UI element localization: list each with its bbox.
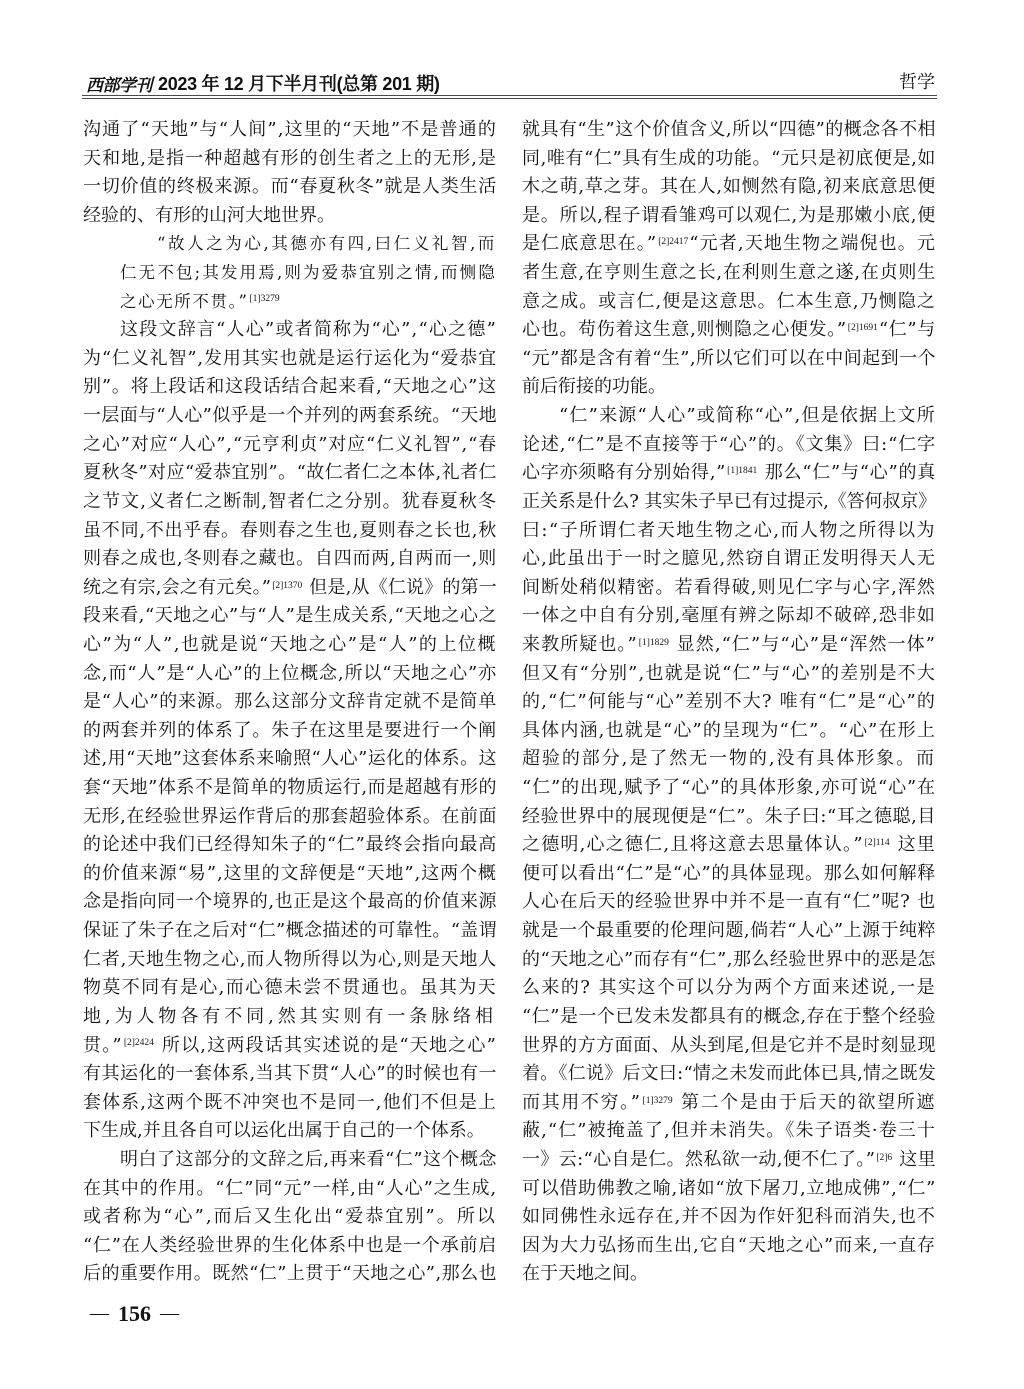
line-content xyxy=(83,803,497,832)
line-content xyxy=(83,488,497,517)
text-line xyxy=(522,888,936,917)
text-line xyxy=(83,946,497,975)
text-line xyxy=(522,831,936,860)
text-line xyxy=(522,1060,936,1089)
body-paragraph xyxy=(522,402,936,1289)
text-line xyxy=(83,974,497,1003)
text-line xyxy=(83,1003,497,1032)
journal-masthead: 西部学刊 xyxy=(86,76,152,96)
body-paragraph xyxy=(83,116,497,230)
line-content xyxy=(83,888,497,917)
text-line xyxy=(559,402,936,431)
block-quote xyxy=(83,230,497,316)
line-content xyxy=(83,745,497,774)
line-content xyxy=(83,1260,497,1289)
line-content xyxy=(83,1203,497,1232)
text-line xyxy=(522,860,936,889)
body-paragraph xyxy=(522,116,936,402)
line-text: 就具有“生”这个价值含义,所以“四德”的概念各不相 xyxy=(522,119,936,140)
text-line xyxy=(522,717,936,746)
line-text: 仁者,天地生物之心,而人物所得以为心,则是天地人 xyxy=(83,948,497,970)
line-text: 蔽,“仁”被掩盖了,但并未消失。《朱子语类·卷三十 xyxy=(522,1120,936,1142)
text-line xyxy=(522,173,936,202)
line-text: 木之萌,草之芽。其在人,如恻然有隐,初来底意思便 xyxy=(522,176,936,198)
line-content xyxy=(83,688,497,717)
line-text: 这里 xyxy=(890,834,936,856)
line-text: 便可以看出“仁”是“心”的具体显现。那么如何解释 xyxy=(522,862,936,884)
line-text: 念是指向同一个境界的,也正是这个最高的价值来源 xyxy=(83,891,497,913)
line-text: 地,为人物各有不同,然其实则有一条脉络相 xyxy=(83,1005,497,1027)
line-content xyxy=(83,1003,497,1032)
line-content xyxy=(120,1146,497,1175)
text-line xyxy=(83,602,497,631)
line-content xyxy=(83,517,497,546)
line-text: 么来的? 其实这个可以分为两个方面来述说,一是 xyxy=(522,977,936,999)
line-content xyxy=(522,745,936,774)
citation-superscript: [2]114 xyxy=(864,838,890,849)
text-line xyxy=(120,288,497,317)
line-text: 段来看,“天地之心”与“人”是生成关系,“天地之心之 xyxy=(83,605,497,627)
line-content xyxy=(522,1117,936,1146)
text-line xyxy=(83,917,497,946)
line-text: 统之有宗,会之有元矣。” xyxy=(83,576,272,598)
line-text: 物莫不同有是心,而心德未尝不贯通也。虽其为天 xyxy=(83,977,497,999)
line-content xyxy=(83,974,497,1003)
line-text: 人心在后天的经验世界中并不是一直有“仁”呢? 也 xyxy=(522,891,936,913)
line-content xyxy=(522,459,936,488)
line-content xyxy=(83,574,497,603)
text-line xyxy=(83,116,497,145)
text-line xyxy=(522,459,936,488)
line-text: 套体系,这两个既不冲突也不是同一,他们不但是上 xyxy=(83,1091,497,1113)
line-text: 则春之成也,冬则春之藏也。自四而两,自两而一,则 xyxy=(83,548,497,570)
text-line xyxy=(83,631,497,660)
line-content xyxy=(522,860,936,889)
line-text: 这里 xyxy=(893,1148,936,1170)
left-column xyxy=(83,116,497,1289)
line-text: 那么“仁”与“心”的真 xyxy=(758,462,936,484)
line-content xyxy=(83,345,497,374)
line-text: 世界的方方面面、从头到尾,但是它并不是时刻显现 xyxy=(522,1034,936,1056)
line-text: 显然,“仁”与“心”是“浑然一体” xyxy=(669,633,936,655)
line-text: 但是,从《仁说》的第一 xyxy=(303,576,497,598)
text-line xyxy=(522,946,936,975)
section-label: 哲学 xyxy=(899,72,935,93)
line-content xyxy=(522,431,936,460)
line-content xyxy=(83,545,497,574)
line-content xyxy=(522,1060,936,1089)
line-text: 一切价值的终极来源。而“春夏秋冬”就是人类生活 xyxy=(83,176,497,198)
line-content xyxy=(522,1146,936,1175)
text-line xyxy=(83,1232,497,1261)
line-content xyxy=(522,574,936,603)
text-line xyxy=(522,316,936,345)
line-text: 别”。将上段话和这段话结合起来看,“天地之心”这 xyxy=(83,376,497,398)
text-line xyxy=(83,688,497,717)
line-text: 之德明,心之德仁,且将这意去思量体认。” xyxy=(522,834,864,856)
line-content xyxy=(83,1060,497,1089)
line-text: 曰:“子所谓仁者天地生物之心,而人物之所得以为 xyxy=(522,519,936,541)
line-content xyxy=(522,288,936,317)
line-content xyxy=(83,860,497,889)
text-line xyxy=(83,402,497,431)
text-line xyxy=(522,803,936,832)
folio-dash-right: — xyxy=(160,1303,179,1324)
text-line xyxy=(83,202,497,231)
citation-superscript: [1]3279 xyxy=(249,294,280,305)
line-content xyxy=(522,974,936,1003)
line-content xyxy=(83,402,497,431)
line-content xyxy=(522,316,936,345)
text-line xyxy=(522,574,936,603)
text-line xyxy=(83,717,497,746)
line-content xyxy=(83,202,335,231)
line-text: 贯。” xyxy=(83,1034,123,1056)
citation-superscript: [2]1370 xyxy=(272,580,303,591)
line-content xyxy=(120,316,497,345)
page-number-folio xyxy=(90,1300,179,1328)
line-content xyxy=(83,1089,497,1118)
line-content xyxy=(522,831,936,860)
line-content xyxy=(522,717,936,746)
line-content xyxy=(522,1175,936,1204)
text-line xyxy=(83,1175,497,1204)
line-content xyxy=(522,888,936,917)
line-text: “仁”来源“人心”或简称“心”,但是依据上文所 xyxy=(559,405,936,427)
line-content xyxy=(120,259,497,288)
line-text: 夏秋冬”对应“爱恭宜别”。“故仁者仁之本体,礼者仁 xyxy=(83,462,497,484)
line-text: 在于天地之间。 xyxy=(522,1263,648,1285)
line-content xyxy=(522,1232,936,1261)
line-content xyxy=(522,1089,936,1118)
line-text: 有其运化的一套体系,当其下贯“人心”的时候也有一 xyxy=(83,1063,497,1085)
line-text: 心,此虽出于一时之臆见,然窃自谓正发明得天人无 xyxy=(522,548,936,570)
line-content xyxy=(522,116,936,145)
text-line xyxy=(83,517,497,546)
text-line xyxy=(522,1089,936,1118)
line-content xyxy=(522,1003,936,1032)
line-content xyxy=(522,517,936,546)
line-content xyxy=(157,230,497,259)
text-line xyxy=(83,1203,497,1232)
text-line xyxy=(83,574,497,603)
line-text: 而其用不穷。” xyxy=(522,1091,642,1113)
line-content xyxy=(83,1232,497,1261)
line-text: “仁”是一个已发未发都具有的概念,存在于整个经验 xyxy=(522,1005,936,1027)
line-content xyxy=(522,173,936,202)
text-line xyxy=(522,517,936,546)
line-text: 经验世界中的展现便是“仁”。朱子曰:“耳之德聪,目 xyxy=(522,805,936,827)
text-line xyxy=(83,1060,497,1089)
text-line xyxy=(522,1003,936,1032)
text-line xyxy=(522,660,936,689)
text-line xyxy=(83,1032,497,1061)
line-content xyxy=(83,602,497,631)
page-number: 156 xyxy=(118,1301,151,1326)
text-line xyxy=(522,745,936,774)
line-text: 念,而“人”是“人心”的上位概念,所以“天地之心”亦 xyxy=(83,662,497,684)
line-text: 是“人心”的来源。那么这部分文辞肯定就不是简单 xyxy=(83,691,497,713)
text-line xyxy=(83,1089,497,1118)
text-line xyxy=(522,1117,936,1146)
text-line xyxy=(522,774,936,803)
line-content xyxy=(522,917,936,946)
text-line xyxy=(83,803,497,832)
line-text: 套“天地”体系不是简单的物质运行,而是超越有形的 xyxy=(83,777,497,799)
text-line xyxy=(522,1175,936,1204)
line-text: “元者,天地生物之端倪也。元 xyxy=(689,233,936,255)
line-text: 经验的、有形的山河大地世界。 xyxy=(83,204,335,226)
line-content xyxy=(522,660,936,689)
issue-info: 2023 年 12 月下半月刊(总第 201 期) xyxy=(158,74,440,94)
line-content xyxy=(522,202,936,231)
line-text: 的,“仁”何能与“心”差别不大? 唯有“仁”是“心”的 xyxy=(522,691,936,713)
line-content xyxy=(83,917,497,946)
text-line xyxy=(83,373,497,402)
line-content xyxy=(83,173,497,202)
line-text: “仁”与 xyxy=(878,319,936,341)
text-line xyxy=(120,1146,497,1175)
line-text: 下生成,并且各自可以运化出属于自己的一个体系。 xyxy=(83,1120,485,1142)
line-content xyxy=(83,631,497,660)
text-line xyxy=(522,1032,936,1061)
line-text: 论述,“仁”是不直接等于“心”的。《文集》曰:“仁字 xyxy=(522,433,936,455)
line-content xyxy=(522,602,936,631)
line-text: 间断处稍似精密。若看得破,则见仁字与心字,浑然 xyxy=(522,576,936,598)
running-header xyxy=(84,70,937,96)
text-line xyxy=(522,230,936,259)
line-text: 的“天地之心”而存有“仁”,那么经验世界中的恶是怎 xyxy=(522,948,936,970)
text-line xyxy=(120,259,497,288)
text-line xyxy=(83,774,497,803)
line-content xyxy=(522,774,936,803)
line-text: 意之成。或言仁,便是这意思。仁本生意,乃恻隐之 xyxy=(522,290,936,312)
text-line xyxy=(522,688,936,717)
folio-dash-left: — xyxy=(90,1303,109,1324)
text-line xyxy=(522,116,936,145)
line-content xyxy=(120,288,281,317)
text-line xyxy=(83,888,497,917)
line-text: “仁”在人类经验世界的生化体系中也是一个承前启 xyxy=(83,1234,497,1256)
line-text: 超验的部分,是了然无一物的,没有具体形象。而 xyxy=(522,748,936,770)
line-text: 之心”对应“人心”,“元亨利贞”对应“仁义礼智”,“春 xyxy=(83,433,497,455)
text-line xyxy=(157,230,497,259)
text-line xyxy=(522,1146,936,1175)
text-line xyxy=(83,831,497,860)
line-content xyxy=(522,230,936,259)
line-content xyxy=(83,660,497,689)
line-text: 天和地,是指一种超越有形的创生者之上的无形,是 xyxy=(83,147,497,169)
line-content xyxy=(83,459,497,488)
line-content xyxy=(522,631,936,660)
citation-superscript: [1]3279 xyxy=(642,1095,673,1106)
line-text: 心字亦须略有分别始得,” xyxy=(522,462,727,484)
line-text: 同,唯有“仁”具有生成的功能。“元只是初底便是,如 xyxy=(522,147,936,169)
text-line xyxy=(522,259,936,288)
line-content xyxy=(83,1032,497,1061)
line-text: 心”为“人”,也就是说“天地之心”是“人”的上位概 xyxy=(83,633,497,655)
line-text: “仁”的出现,赋予了“心”的具体形象,亦可说“心”在 xyxy=(522,777,936,799)
line-text: 就是一个最重要的伦理问题,倘若“人心”上源于纯粹 xyxy=(522,920,936,942)
line-text: 之心无所不贯。” xyxy=(120,291,249,311)
line-text: 后的重要作用。既然“仁”上贯于“天地之心”,那么也 xyxy=(83,1263,497,1285)
line-text: 正关系是什么? 其实朱子早已有过提示,《答何叔京》 xyxy=(522,490,936,512)
line-text: 可以借助佛教之喻,诸如“放下屠刀,立地成佛”,“仁” xyxy=(522,1177,936,1199)
line-content xyxy=(559,402,936,431)
citation-superscript: [2]2417 xyxy=(658,237,689,248)
line-content xyxy=(522,1032,936,1061)
line-text: 是。所以,程子谓看雏鸡可以观仁,为是那嫩小底,便 xyxy=(522,204,936,226)
line-text: 着。《仁说》后文曰:“情之未发而此体已具,情之既发 xyxy=(522,1063,936,1085)
text-line xyxy=(83,1260,497,1289)
text-line xyxy=(522,373,936,402)
citation-superscript: [1]1841 xyxy=(727,466,758,477)
line-text: 者生意,在亨则生意之长,在利则生意之遂,在贞则生 xyxy=(522,262,936,284)
line-content xyxy=(83,1175,497,1204)
line-text: 的论述中我们已经得知朱子的“仁”最终会指向最高 xyxy=(83,834,497,856)
line-content xyxy=(522,1203,936,1232)
line-content xyxy=(522,946,936,975)
line-text: 一体之中自有分别,毫厘有辨之际却不破碎,恐非如 xyxy=(522,605,936,627)
line-text: 所以,这两段话其实述说的是“天地之心” xyxy=(154,1034,497,1056)
citation-superscript: [1]1829 xyxy=(638,637,669,648)
citation-superscript: [2]6 xyxy=(876,1152,893,1163)
line-text: “元”都是含有着“生”,所以它们可以在中间起到一个 xyxy=(522,347,936,369)
line-content xyxy=(83,373,497,402)
line-text: 明白了这部分的文辞之后,再来看“仁”这个概念 xyxy=(120,1148,497,1170)
line-text: 但又有“分别”,也就是说“仁”与“心”的差别是不大 xyxy=(522,662,936,684)
line-text: 无形,在经验世界运作背后的那套超验体系。在前面 xyxy=(83,805,497,827)
text-line xyxy=(522,202,936,231)
line-text: 第二个是由于后天的欲望所遮 xyxy=(673,1091,936,1113)
line-content xyxy=(83,1117,485,1146)
line-text: 来教所疑也。” xyxy=(522,633,638,655)
text-line xyxy=(522,145,936,174)
line-text: 是仁底意思在。” xyxy=(522,233,658,255)
line-text: 心也。苟伤着这生意,则恻隐之心便发。” xyxy=(522,319,847,341)
header-double-rule xyxy=(82,95,937,99)
line-content xyxy=(522,145,936,174)
line-text: 如同佛性永远存在,并不因为作奸犯科而消失,也不 xyxy=(522,1206,936,1228)
line-text: 述,用“天地”这套体系来喻照“人心”运化的体系。这 xyxy=(83,748,497,770)
line-text: 沟通了“天地”与“人间”,这里的“天地”不是普通的 xyxy=(83,119,497,140)
text-line xyxy=(83,1117,497,1146)
line-text: 的两套并列的体系了。朱子在这里是要进行一个阐 xyxy=(83,719,497,741)
line-content xyxy=(522,688,936,717)
line-content xyxy=(83,774,497,803)
line-text: 虽不同,不出乎春。春则春之生也,夏则春之长也,秋 xyxy=(83,519,497,541)
text-line xyxy=(83,660,497,689)
line-text: “故人之为心,其德亦有四,曰仁义礼智,而 xyxy=(157,234,497,254)
text-line xyxy=(83,860,497,889)
text-line xyxy=(522,345,936,374)
line-content xyxy=(522,373,666,402)
line-text: 仁无不包;其发用焉,则为爱恭宜别之情,而恻隐 xyxy=(120,263,497,283)
text-line xyxy=(522,1203,936,1232)
line-text: 或者称为“心”,而后又生化出“爱恭宜别”。所以 xyxy=(83,1206,497,1228)
line-content xyxy=(522,259,936,288)
line-text: 在其中的作用。“仁”同“元”一样,由“人心”之生成, xyxy=(83,1177,497,1199)
line-content xyxy=(83,145,497,174)
line-content xyxy=(83,116,497,145)
citation-superscript: [2]2424 xyxy=(123,1038,154,1049)
text-line xyxy=(83,545,497,574)
line-content xyxy=(522,545,936,574)
text-line xyxy=(83,173,497,202)
line-content xyxy=(83,717,497,746)
line-content xyxy=(522,345,936,374)
line-text: 这段文辞言“人心”或者简称为“心”,“心之德” xyxy=(120,319,497,341)
text-line xyxy=(522,488,936,517)
text-line xyxy=(522,631,936,660)
text-line xyxy=(522,917,936,946)
text-line xyxy=(120,316,497,345)
line-text: 一层面与“人心”似乎是一个并列的两套系统。“天地 xyxy=(83,405,497,427)
line-text: 具体内涵,也就是“心”的呈现为“仁”。“心”在形上 xyxy=(522,719,936,741)
line-text: 前后衔接的功能。 xyxy=(522,376,666,398)
body-paragraph xyxy=(83,316,497,1146)
line-text: 之节文,义者仁之断制,智者仁之分别。犹春夏秋冬 xyxy=(83,490,497,512)
line-text: 为“仁义礼智”,发用其实也就是运行运化为“爱恭宜 xyxy=(83,347,497,369)
text-line xyxy=(83,459,497,488)
line-content xyxy=(83,831,497,860)
line-content xyxy=(522,1260,648,1289)
line-content xyxy=(83,946,497,975)
text-line xyxy=(83,745,497,774)
right-column xyxy=(522,116,936,1289)
line-text: 保证了朱子在之后对“仁”概念描述的可靠性。“盖谓 xyxy=(83,920,497,942)
text-line xyxy=(83,345,497,374)
text-line xyxy=(83,431,497,460)
text-line xyxy=(522,431,936,460)
text-line xyxy=(522,602,936,631)
line-text: 一》云:“心自是仁。然私欲一动,便不仁了。” xyxy=(522,1148,876,1170)
citation-superscript: [2]1691 xyxy=(847,323,878,334)
text-line xyxy=(522,288,936,317)
line-text: 的价值来源“易”,这里的文辞便是“天地”,这两个概 xyxy=(83,862,497,884)
text-line xyxy=(83,145,497,174)
text-line xyxy=(522,1232,936,1261)
line-content xyxy=(83,431,497,460)
line-text: 因为大力弘扬而生出,它自“天地之心”而来,一直存 xyxy=(522,1234,936,1256)
text-line xyxy=(522,1260,936,1289)
line-content xyxy=(522,803,936,832)
text-line xyxy=(83,488,497,517)
body-paragraph xyxy=(83,1146,497,1289)
text-line xyxy=(522,974,936,1003)
line-content xyxy=(522,488,936,517)
text-line xyxy=(522,545,936,574)
